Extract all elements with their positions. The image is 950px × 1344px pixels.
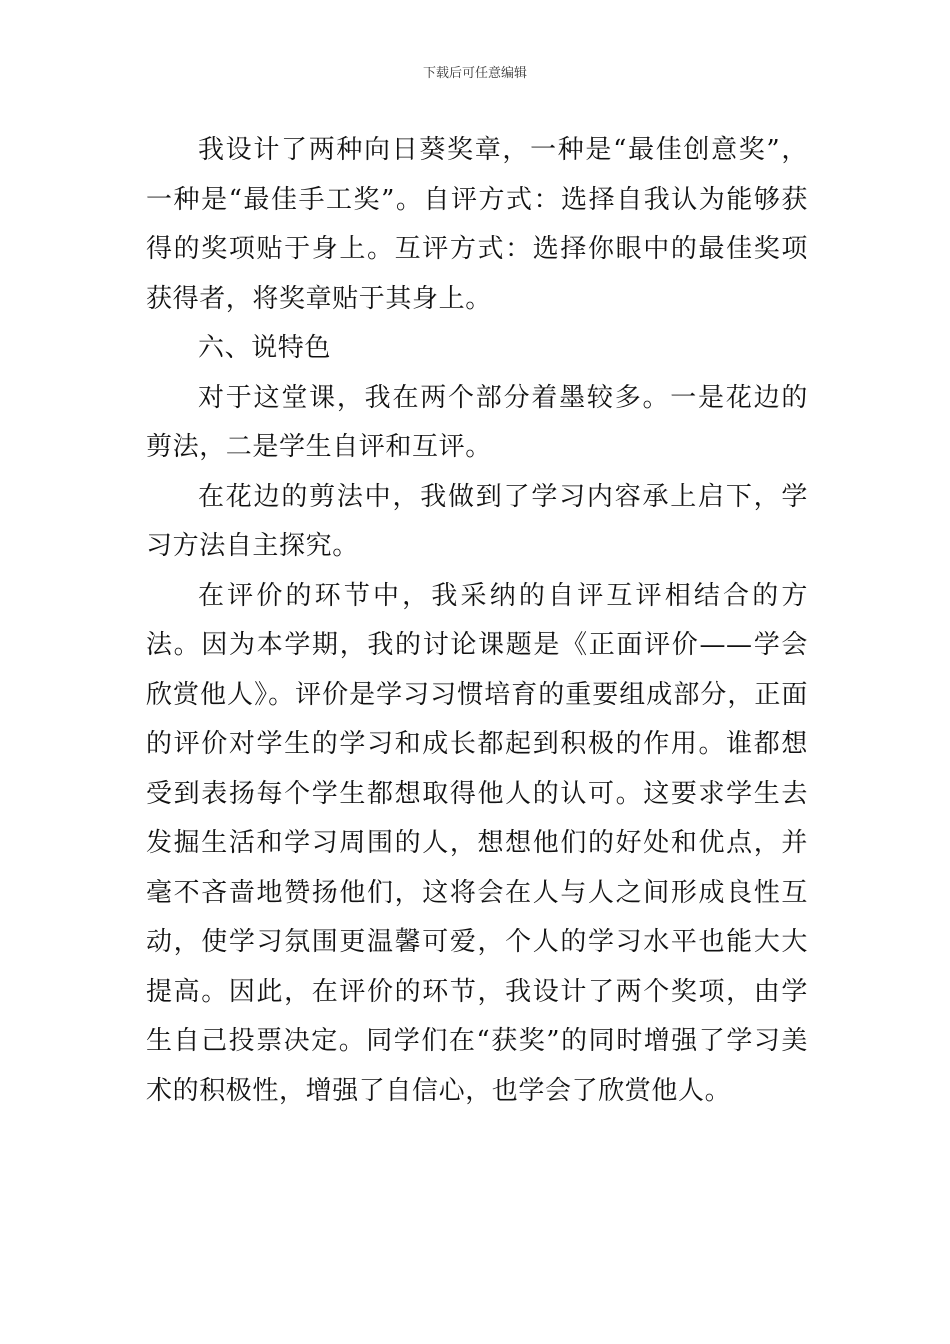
paragraph-focus: 对于这堂课，我在两个部分着墨较多。一是花边的剪法，二是学生自评和互评。: [146, 382, 808, 462]
paragraph-award-design: 我设计了两种向日葵奖章，一种是“最佳创意奖”，一种是“最佳手工奖”。自评方式：选择自我认为能够获得的奖项贴于身上。互评方式：选择你眼中的最佳奖项获得者，将奖章贴于其身上。: [146, 135, 808, 314]
section-heading-features: 六、说特色: [198, 333, 332, 363]
paragraph-evaluation: 在评价的环节中，我采纳的自评互评相结合的方法。因为本学期，我的讨论课题是《正面评价——学会欣赏他人》。评价是学习习惯培育的重要组成部分，正面的评价对学生的学习和成长都起到积极的作用。谁都想受到表扬每个学生都想取得他人的认可。这要求学生去发掘生活和学习周围的人，想想他们的好处和优点，并毫不吝啬地赞扬他们，这将会在人与人之间形成良性互动，使学习氛围更温馨可爱，个人的学习水平也能大大提高。因此，在评价的环节，我设计了两个奖项，由学生自己投票决定。同学们在“获奖”的同时增强了学习美术的积极性，增强了自信心，也学会了欣赏他人。: [146, 580, 808, 1106]
page-header: 下载后可任意编辑: [422, 66, 527, 81]
paragraph-cutting-method: 在花边的剪法中，我做到了学习内容承上启下，学习方法自主探究。: [146, 481, 808, 561]
document-body: [146, 126, 808, 1116]
